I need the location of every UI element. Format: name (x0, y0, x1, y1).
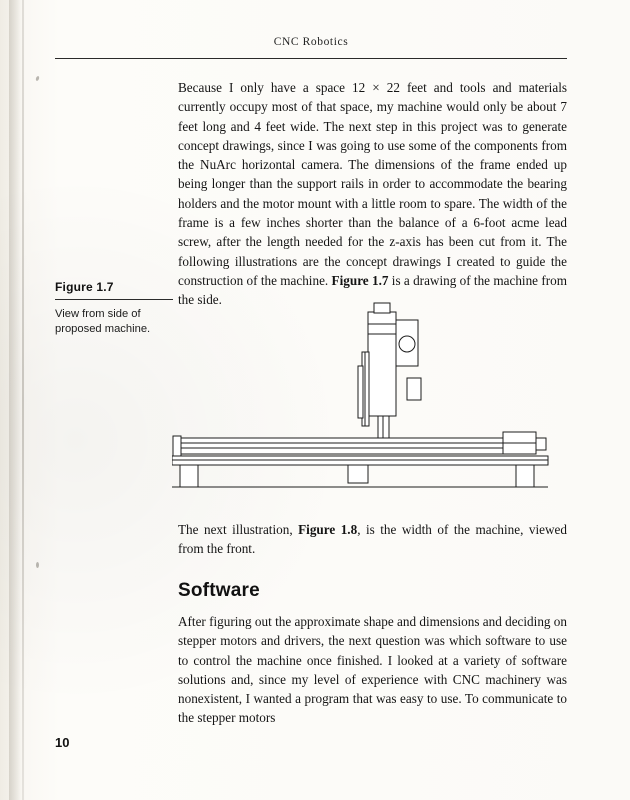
figure-caption-block (55, 280, 173, 337)
z-axis-plate (358, 352, 369, 426)
figure-reference-1-7: Figure 1.7 (331, 272, 389, 288)
body-paragraph-1 (178, 78, 567, 310)
figure-caption-rule (55, 299, 173, 300)
running-head-rule (55, 58, 567, 59)
section-heading-software: Software (178, 580, 260, 601)
paragraph-1-text: Because I only have a space 12 × 22 feet and tools and materials currently occupy most of that space, my machine would only be about 7 feet long and 4 feet wide. The next step in this project was to generate concept drawings, since I was going to use some of the components from the NuArc horizontal camera. The dimensions of the frame ended up being longer than the support rails in order to accommodate the bearing holders and the motor mount with a little room to spare. The width of the frame is a few inches shorter than the balance of a 6-foot acme lead screw, after the length needed for the z-axis has been cut from it. The following illustrations are the concept drawings I created to guide the construction of the machine. (178, 80, 567, 288)
page-edge-shadow (9, 0, 21, 800)
page-number: 10 (55, 735, 70, 750)
body-paragraph-1-container (178, 78, 567, 310)
gantry-column (368, 303, 421, 438)
paragraph-2-head: The next illustration, (178, 522, 299, 537)
figure-side-view-drawing (172, 300, 572, 495)
body-paragraph-3-container (178, 612, 567, 728)
scan-artifact (35, 76, 40, 82)
machine-table (172, 456, 548, 465)
paragraph-1-tail: is a drawing of the machine from the side. (178, 272, 567, 308)
figure-caption-title: Figure 1.7 (55, 280, 114, 294)
figure-caption-text: View from side of proposed machine. (55, 308, 151, 335)
page-gutter-line (22, 0, 24, 800)
running-head: CNC Robotics (273, 36, 349, 48)
machine-bed (173, 432, 546, 456)
scan-artifact (36, 562, 39, 568)
machine-legs (172, 465, 548, 487)
paragraph-2-tail: , is the width of the machine, viewed from the front. (178, 522, 567, 557)
body-paragraph-2-container (178, 520, 567, 559)
body-paragraph-3: After figuring out the approximate shape and dimensions and deciding on stepper motors and drivers, the next question was which software to use to control the machine once finished. I looked at a variety of software solutions and, since my level of experience with CNC machinery was nonexistent, I wanted a program that was easy to use. To communicate to the stepper motors (178, 614, 567, 726)
figure-reference-1-8: Figure 1.8 (298, 522, 358, 537)
body-paragraph-2 (178, 520, 567, 559)
